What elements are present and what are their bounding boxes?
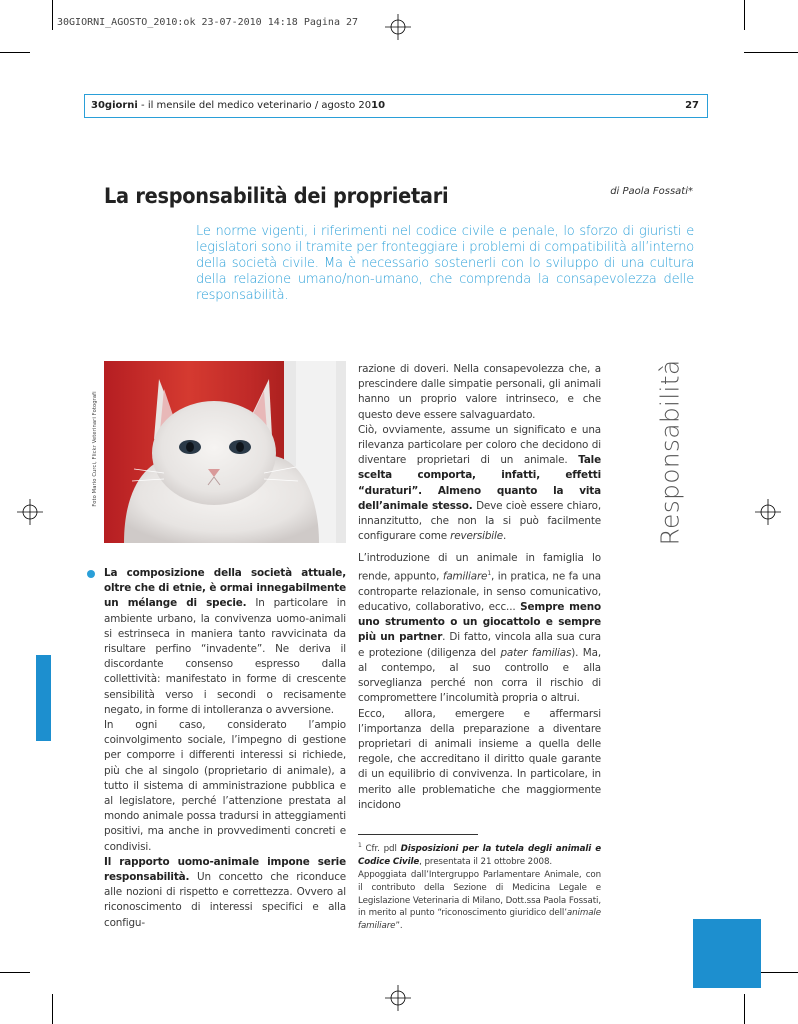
paragraph [358,423,601,545]
section-label [645,358,695,548]
body-text: Ciò, ovviamente, assume un significato e una rilevanza particolare per coloro che decidono di diventare proprietari di un animale. [358,423,601,467]
paragraph [104,566,346,718]
italic-text: pater familias [500,646,572,659]
body-text: In particolare in ambiente urbano, la convivenza uomo-animali si estrinseca in maniera tanto ravvicinata da risultare perfino “invadente”. Ne deriva il discordante consenso espresso dalla collettività: manifestato in forme di crescente sensibilità verso i secondi o recisamente negato, in forme di intolleranza o avversione. [104,597,346,716]
footnote-part: Appoggiata dall’Intergruppo Parlamentare Animale, con il contributo della Sezione di Medicina Legale e Legislazione Veterinaria di Milano, Dott.ssa Paola Fossati, in merito al punto “riconoscimento giuridico dell’ [358,869,601,919]
body-text: Deve cioè essere chiaro, innanzitutto, che non la si può facilmente configurare come [358,499,601,543]
footnote-italic: animale familiare [358,908,601,932]
bold-text: La composizione della società attuale, oltre che di etnie, è ormai innegabilmente un mélange di specie. [104,567,346,610]
italic-text: familiare [442,570,488,583]
paragraph [104,855,346,931]
crop-mark [0,972,30,973]
paragraph: Ecco, allora, emergere e affermarsi l’importanza della preparazione a diventare proprietari di animali insieme a quella delle regole, che accreditano il diritto quale garante di un equilibrio di convivenza. In particolare, in merito alle problematiche che maggiormente incidono [358,707,601,811]
bold-text: Sempre meno uno strumento o un giocattolo e sempre più un partner [358,601,601,644]
printer-slug: 30GIORNI_AGOSTO_2010:ok 23-07-2010 14:18 Pagina 27 [57,17,359,28]
paragraph: razione di doveri. Nella consapevolezza che, a prescindere dalle simpatie personali, gli animali hanno un proprio valore intrinseco, e che questo deve essere salvaguardato. [358,363,601,421]
bullet-dot [87,570,95,578]
footnote-ref: 1 [487,570,491,578]
photo-credit-text: Foto Mario Curci, Flickr Veterinari Fotografi [92,391,98,507]
footnote-bold-title: Disposizioni per la tutela degli animali e Codice Civile [358,843,601,867]
footnote-number: 1 [358,842,362,849]
body-text: L’introduzione di un animale in famiglia lo rende, appunto, [358,552,601,583]
bold-text: Il rapporto uomo-animale impone serie responsabilità. [104,855,346,884]
magazine-subtitle: - il mensile del medico veterinario / agosto 20 [137,100,372,111]
crop-mark [744,52,798,53]
article-title: La responsabilità dei proprietari [104,184,449,209]
paragraph [358,551,601,707]
column-2-bottom [358,551,601,813]
italic-text: reversibile [450,530,504,543]
body-text: , in pratica, ne fa una controparte relazionale, in senso comunicativo, educativo, collaborativo, ecc... [358,570,601,614]
magazine-brand: 30giorni [91,100,138,111]
footnote-part: Cfr. pdl [361,843,401,854]
crop-mark [52,0,53,30]
white-cat-image [104,361,346,543]
body-text: ). Ma, al contempo, al suo controllo e alla sorveglianza perché non corra il rischio di compromettere l’incolumità propria o altrui. [358,646,601,705]
column-2-top [358,362,601,544]
footnote-text [358,840,601,869]
paragraph: In ogni caso, considerato l’ampio coinvolgimento sociale, l’impegno di gestione per comporre i differenti interessi si richiede, più che al singolo (proprietario di animale), a tutto il sistema di amministrazione pubblica e al legislatore, perché l’attenzione prestata al mondo animale possa tradursi in atteggiamenti positivi, ma anche in provvedimenti concreti e condivisi. [104,719,346,853]
registration-mark-icon [385,985,411,1011]
cat-photo [104,361,346,543]
photo-credit [85,361,97,543]
crop-mark [0,52,30,53]
year-end: 10 [371,100,386,111]
section-label-text: Responsabilità [655,359,685,546]
body-text: . [503,530,507,543]
body-text: . Di fatto, vincola alla sua cura e protezione (diligenza del [358,631,602,659]
footnote-rule [358,834,478,835]
body-text: Un concetto che riconduce alle nozioni di rispetto e correttezza. Ovvero al riconoscimento di interessi specifici e alla configu- [104,871,346,929]
article-lead: Le norme vigenti, i riferimenti nel codice civile e penale, lo sforzo di giuristi e legislatori sono il tramite per fronteggiare i problemi di compatibilità all’interno della società civile. Ma è necessario sostenerli con lo sviluppo di una cultura della relazione umano/non-umano, che comprenda la consapevolezza delle responsabilità. [196,224,694,303]
registration-mark-icon [385,14,411,40]
running-header [84,94,708,118]
decorative-blue-box [693,919,761,988]
crop-mark [52,994,53,1024]
bold-text: Tale scelta comporta, infatti, effetti “duraturi”. Almeno quanto la vita dell’animale stesso. [358,454,601,512]
crop-mark [744,0,745,30]
decorative-blue-bar [36,655,51,741]
footnote [358,840,601,933]
page-number: 27 [685,100,699,111]
article-author: di Paola Fossati* [610,186,693,197]
column-1 [104,566,346,931]
footnote-part: ”. [395,921,403,932]
footnote-text [358,869,601,934]
header-text [91,100,385,111]
registration-mark-icon [755,499,781,525]
registration-mark-icon [17,499,43,525]
footnote-part: , presentata il 21 ottobre 2008. [419,856,553,867]
crop-mark [744,994,745,1024]
